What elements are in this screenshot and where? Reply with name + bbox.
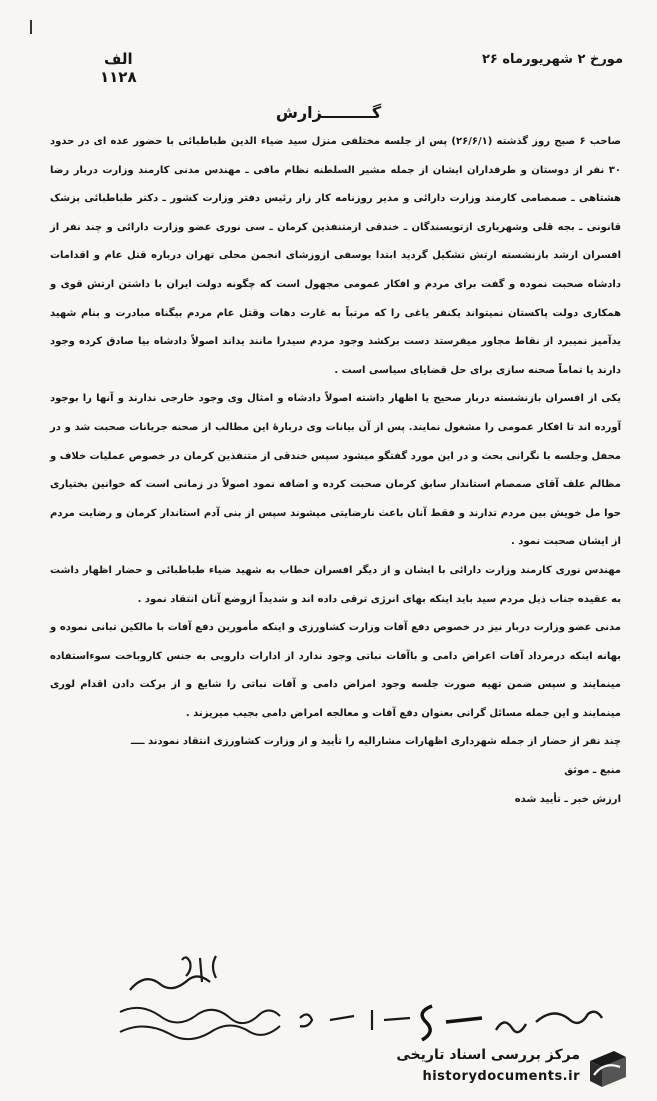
paragraph: مهندس نوری کارمند وزارت دارائی با ایشان و از دیگر افسران خطاب به شهید ضیاء طباطبائی و حضار اظهار داشت به عقیده جناب ذیل مردم سید باید اینکه بهای انرژی ترقی داده اند و شدیداً ازوضع آنان انتقاد نمود . — [50, 564, 621, 605]
watermark — [352, 1047, 642, 1091]
document-number: ۱۱۲۸ — [100, 68, 137, 86]
classification-label: الف — [103, 50, 133, 68]
source-line: منبع ـ موثق — [564, 765, 621, 777]
paragraph: مدنی عضو وزارت دربار نیز در خصوص دفع آفات وزارت کشاورزی و اینکه مأمورین دفع آفات با مالکین تبانی نموده و بهانه اینکه درمرداد آفات اعراض دامی و باآفات نباتی وجود ندارد از ادارات دارویی به جنس کاروباخت سوءاستفاده مینمایند و سپس ضمن تهیه صورت جلسه وجود امراض دامی و آفات نباتی را شایع و از برکت دادن اقدام لوری مینمایند و این جمله مسائل گرانی بعنوان دفع آفات و معالجه امراض دامی بجیب میریزند . — [50, 622, 621, 719]
paragraph: یکی از افسران بازنشسته دربار صحیح یا اظهار داشته اصولاً دادشاه و امثال وی وجود خارجی ندارند و آنها را بوجود آورده اند تا افکار عمومی را مشغول نمایند. پس از آن بیانات وی دربارهٔ این مطالب از صحنه جریانات صحبت شد و در محفل وجلسه با نگرانی بحث و در این مورد گفتگو میشود سپس خندقی از متنفذین کرمان در خصوص عملیات خلاف و مظالم علف آقای صمصام استاندار سابق کرمان صحبت کرده و اضافه نمود اصولاً در زمانی است که خوانین بختیاری حوا مل خویش بین مردم تدارند و فقط آنان باعث نارضایتی میشوند سپس از بنی آدم استاندار کرمان و رضایت مردم از ایشان صحبت نمود . — [50, 393, 621, 548]
report-body — [50, 128, 621, 814]
classification-block — [100, 50, 137, 86]
handwritten-signature — [0, 1000, 657, 1045]
watermark-url: historydocuments.ir — [422, 1069, 580, 1084]
edge-mark — [30, 20, 32, 34]
date-line: مورخ ۲ شهریورماه ۲۶ — [481, 52, 623, 67]
paragraph: چند نفر از حضار از جمله شهرداری اظهارات مشارالیه را تأیید و از وزارت کشاورزی انتقاد نمودند ــــ — [130, 736, 621, 748]
archive-logo-icon — [584, 1047, 632, 1091]
page-title: گـــــــــزارش — [275, 103, 382, 122]
evaluation-line: ارزش خبر ـ تأیید شده — [514, 793, 621, 805]
watermark-title: مرکز بررسی اسناد تاریخی — [396, 1047, 580, 1063]
paragraph: صاحب ۶ صبح روز گذشته (۲۶/۶/۱) پس از جلسه مختلفی منزل سید ضیاء الدین طباطبائی با حضور عده ای در حدود ۳۰ نفر از دوستان و طرفداران ایشان از جمله مشیر السلطنه نظام مافی ـ مهندس مدنی کارمند وزارت دربار رضا هشتاهی ـ صمصامی کارمند وزارت دارائی و مدیر روزنامه کار زار رئیس دفتر وزارت کشور ـ دکتر طباطبائی پزشک قانونی ـ بجه قلی وشهریاری ازتویسندگان ـ خندقی ازمتنفذین کرمان ـ سی نوری عضو وزارت دارائی و چند نفر از افسران ارشد بازنشسته ارتش تشکیل گردید ابتدا یوسفی ازوزشای انجمن محلی تهران درباره قتل عام و اقدامات دادشاه صحبت نموده و گفت برای مردم و افکار عمومی مجهول است که چگونه دولت ایران با داشتن ارتش قوی و همکاری دولت پاکستان نمیتواند یکنفر یاغی را که مرتباً به غارت دهات وقتل عام مردم بیگناه مبادرت و بنام شهید یدآمیز نمیبرد از نقاط مجاور میفرستد دست برکشد وجود مردم سیدرا مانند یداند اصولاً دادشاه بیا صادق کرده وجود دارند یا تماماً صحنه سازی برای حل قضایای سیاسی است . — [50, 136, 622, 376]
